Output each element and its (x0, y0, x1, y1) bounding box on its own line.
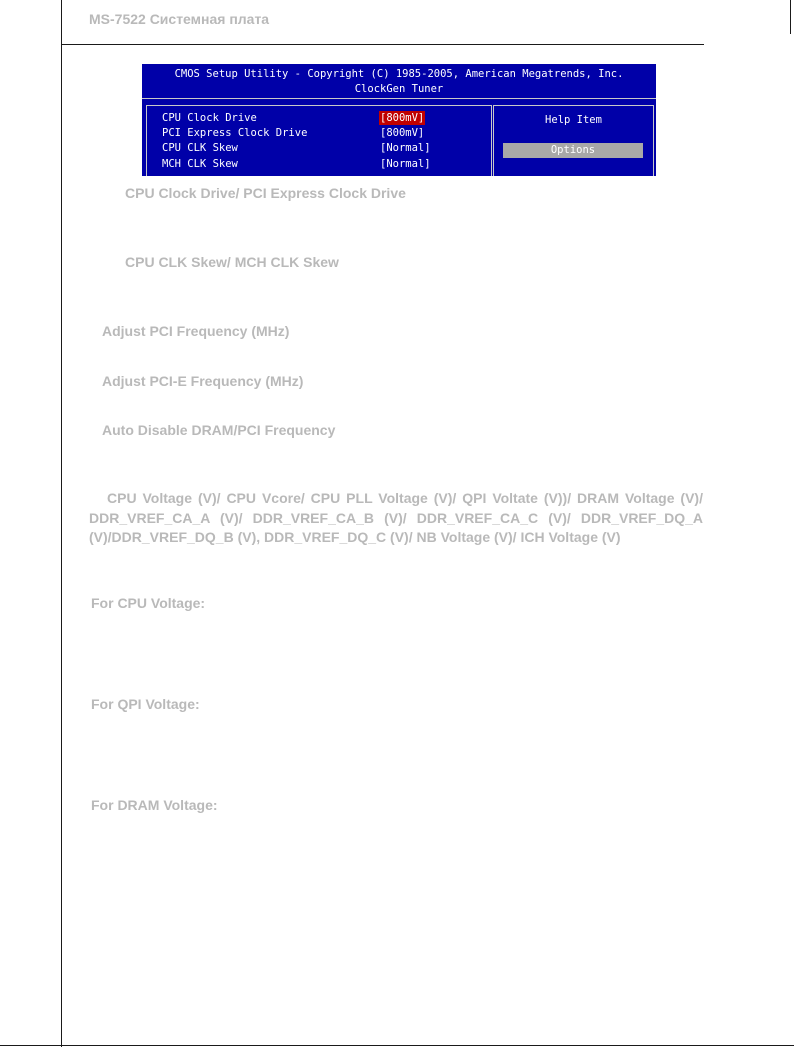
bios-screenshot (142, 64, 656, 176)
heading-auto-disable: Auto Disable DRAM/PCI Frequency (102, 422, 336, 438)
bios-subtitle: ClockGen Tuner (354, 83, 444, 95)
header-rule (61, 44, 704, 45)
bios-help-pane (493, 105, 654, 176)
bios-divider (142, 98, 656, 99)
bios-row-mch-clk-skew[interactable] (162, 157, 482, 171)
bios-row-value[interactable]: [800mV] (380, 127, 425, 139)
bios-title: CMOS Setup Utility - Copyright (C) 1985-2005, American Megatrends, Inc. (174, 68, 624, 80)
bios-row-label: PCI Express Clock Drive (162, 127, 308, 139)
page-bottom-rule (0, 1045, 794, 1046)
bios-row-label: CPU Clock Drive (162, 112, 257, 124)
heading-clock-drive: CPU Clock Drive/ PCI Express Clock Drive (125, 185, 406, 201)
page-right-rule (790, 0, 791, 34)
heading-clk-skew: CPU CLK Skew/ MCH CLK Skew (125, 254, 339, 270)
bios-row-pci-express-clock-drive[interactable] (162, 126, 482, 140)
bios-row-label: MCH CLK Skew (162, 158, 238, 170)
heading-pcie-frequency: Adjust PCI-E Frequency (MHz) (102, 373, 304, 389)
bios-settings-pane (146, 105, 492, 176)
help-options-bar: Options (503, 143, 643, 158)
help-item-title: Help Item (545, 114, 602, 126)
heading-for-dram-voltage: For DRAM Voltage: (91, 797, 218, 813)
bios-row-value[interactable]: [Normal] (380, 142, 431, 154)
bios-row-value[interactable]: [800mV] (380, 112, 425, 124)
page-header-title: MS-7522 Системная плата (89, 11, 270, 27)
bios-row-cpu-clk-skew[interactable] (162, 141, 482, 155)
page-left-rule (61, 0, 62, 1047)
heading-for-qpi-voltage: For QPI Voltage: (91, 696, 200, 712)
bios-row-value[interactable]: [Normal] (380, 158, 431, 170)
bios-row-label: CPU CLK Skew (162, 142, 238, 154)
bios-row-cpu-clock-drive[interactable] (162, 111, 482, 125)
heading-pci-frequency: Adjust PCI Frequency (MHz) (102, 323, 290, 339)
heading-voltage-list: CPU Voltage (V)/ CPU Vcore/ CPU PLL Voltage (V)/ QPI Voltate (V))/ DRAM Voltage (V)/ DDR_VREF_CA_A (V)/ DDR_VREF_CA_B (V)/ DDR_VREF_CA_C (V)/ DDR_VREF_DQ_A (V)/DDR_VREF_DQ_B (V), DDR_VREF_DQ_C (V)/ NB Voltage (V)/ ICH Voltage (V) (89, 490, 703, 545)
heading-for-cpu-voltage: For CPU Voltage: (91, 595, 206, 611)
